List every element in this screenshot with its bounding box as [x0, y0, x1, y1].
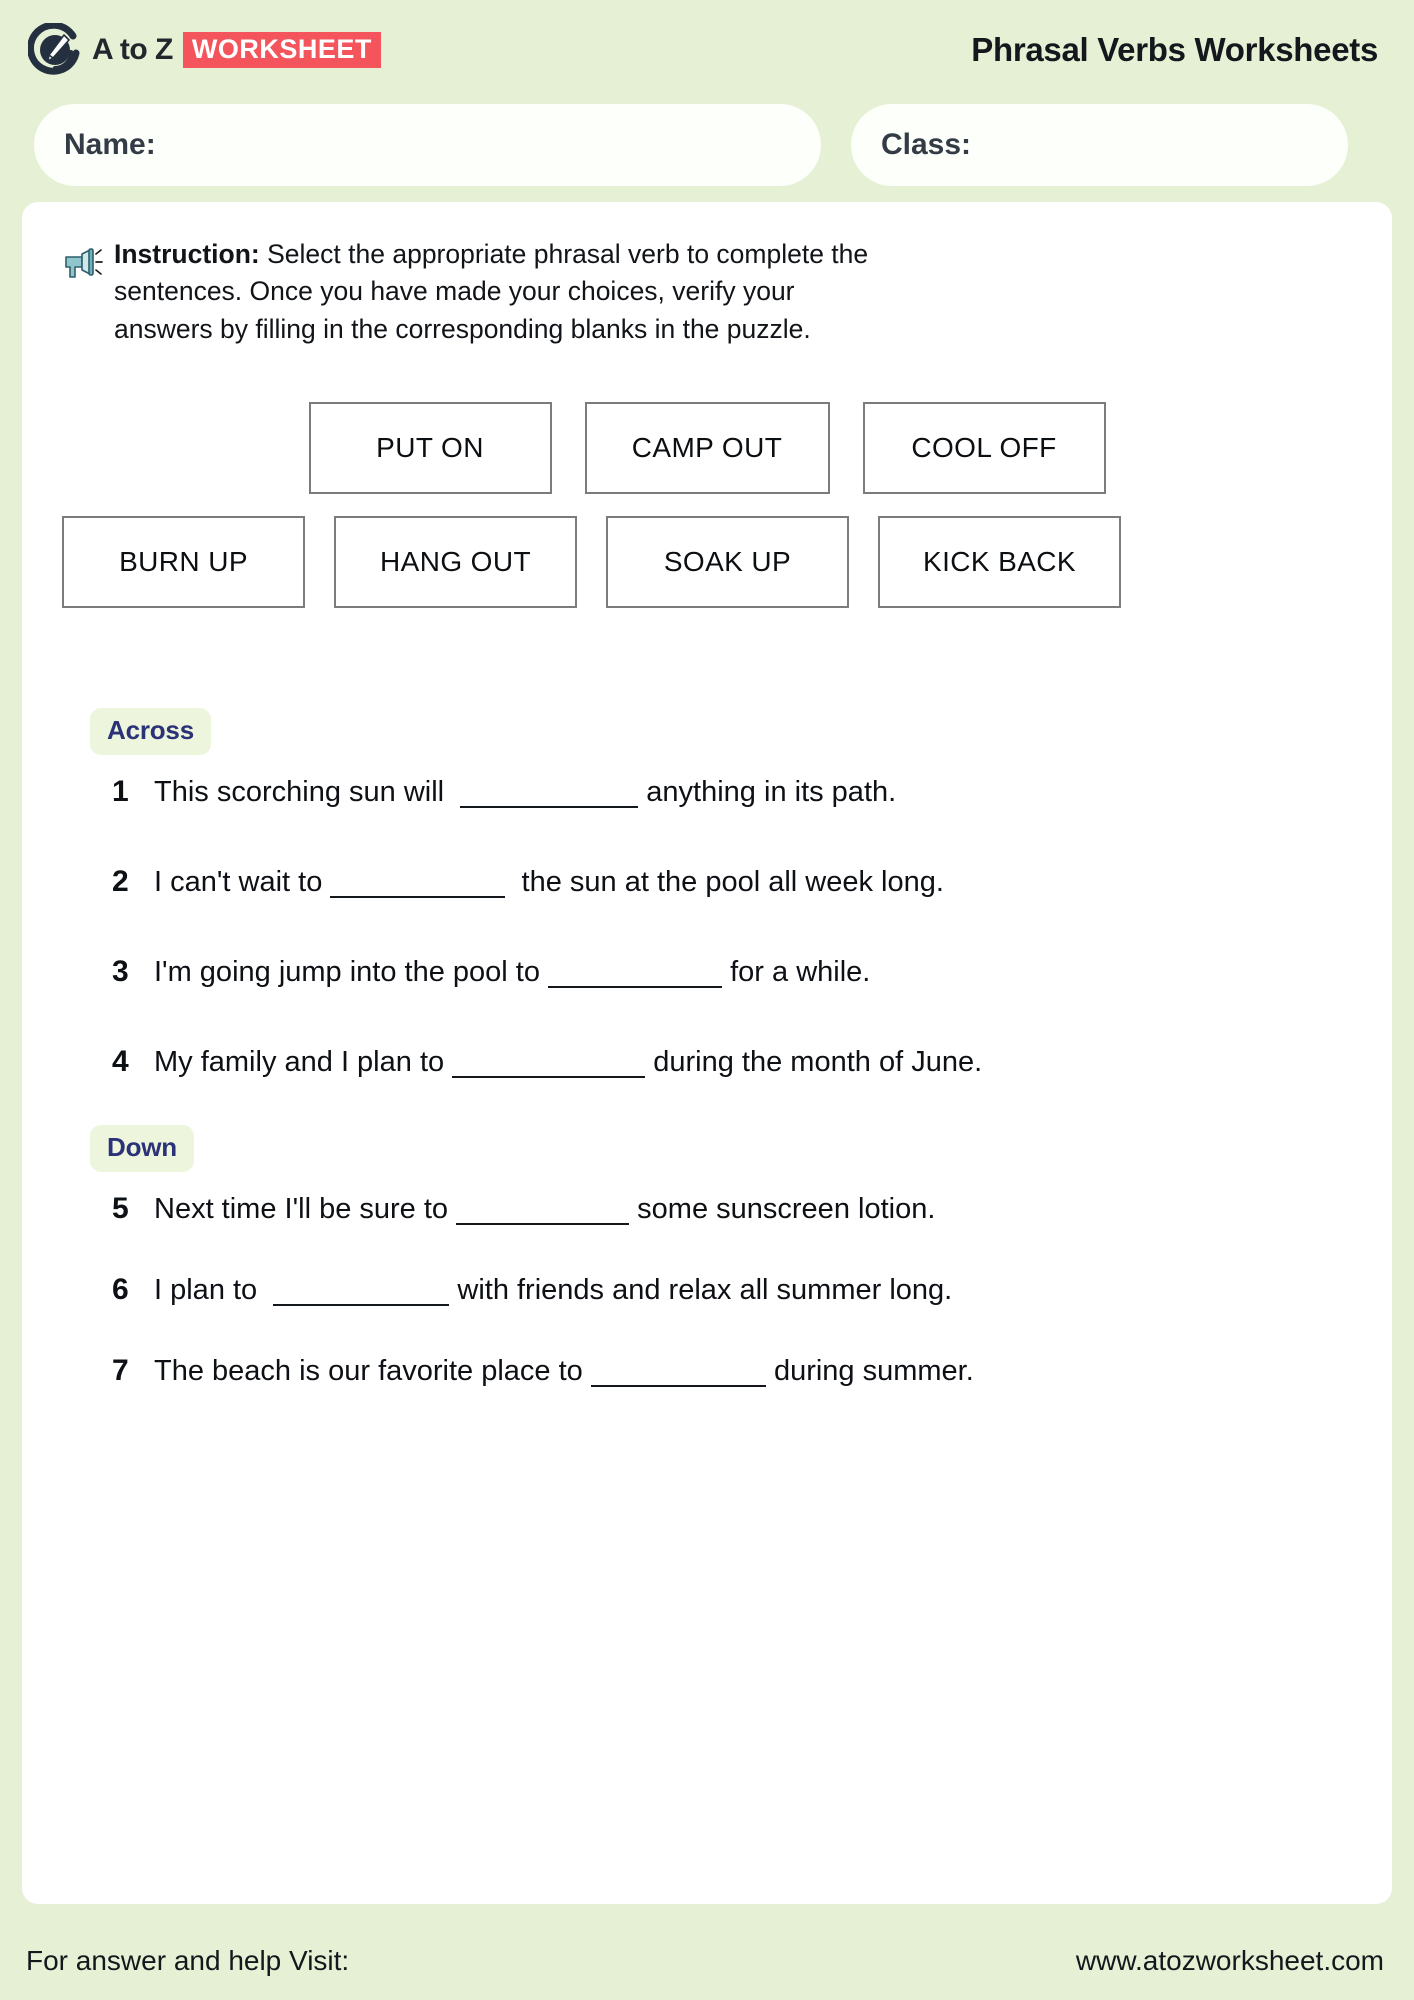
class-label: Class:	[881, 128, 972, 161]
across-section-header	[90, 708, 1352, 755]
student-info-row	[0, 104, 1414, 186]
word-box[interactable]: KICK BACK	[878, 516, 1121, 608]
answer-blank[interactable]	[591, 1352, 766, 1387]
megaphone-icon	[62, 245, 104, 281]
answer-blank[interactable]	[548, 953, 722, 988]
word-bank	[62, 402, 1352, 608]
down-section-header	[90, 1125, 1352, 1172]
page-footer	[0, 1922, 1414, 2000]
class-input-line[interactable]	[983, 134, 1318, 156]
clue-text-before: This scorching sun will	[154, 776, 445, 809]
clue-text-before: My family and I plan to	[154, 1046, 445, 1079]
page-title: Phrasal Verbs Worksheets	[971, 31, 1378, 68]
word-bank-row-2	[62, 516, 1352, 608]
clue-text	[154, 1046, 982, 1081]
across-clue-list	[62, 775, 1352, 1081]
worksheet-card	[22, 202, 1392, 1904]
clue-text	[154, 1193, 935, 1228]
footer-left-text: For answer and help Visit:	[26, 1945, 350, 1976]
clue-text-after: during summer.	[773, 1355, 974, 1388]
clue-text-after: for a while.	[730, 956, 871, 989]
clue-text-before: I'm going jump into the pool to	[154, 956, 540, 989]
answer-blank[interactable]	[456, 1190, 629, 1225]
name-input-line[interactable]	[172, 134, 791, 156]
clue-text-before: The beach is our favorite place to	[154, 1355, 583, 1388]
clue-number: 3	[112, 955, 129, 989]
clue-text	[154, 866, 944, 901]
instruction-line-3: answers by filling in the corresponding blanks in the puzzle.	[114, 313, 811, 344]
clue-item	[62, 1192, 1352, 1228]
clue-item	[62, 865, 1352, 901]
clue-text	[154, 1355, 974, 1390]
across-label: Across	[90, 708, 211, 755]
brand-badge-text: WORKSHEET	[183, 32, 381, 68]
word-box[interactable]: BURN UP	[62, 516, 305, 608]
clue-text-after: the sun at the pool all week long.	[521, 866, 944, 899]
word-box[interactable]: PUT ON	[309, 402, 552, 494]
instruction-block	[62, 236, 1352, 348]
instruction-line-1: Select the appropriate phrasal verb to complete the	[267, 239, 869, 269]
answer-blank[interactable]	[460, 773, 638, 808]
instruction-label: Instruction:	[114, 239, 260, 269]
instruction-line-2: sentences. Once you have made your choices, verify your	[114, 276, 795, 307]
clue-number: 7	[112, 1354, 129, 1388]
pen-circle-logo-icon	[28, 23, 82, 77]
name-label: Name:	[64, 128, 156, 161]
clue-text	[154, 956, 870, 991]
clue-number: 4	[112, 1045, 129, 1079]
clue-item	[62, 1045, 1352, 1081]
class-field-box[interactable]	[851, 104, 1348, 186]
answer-blank[interactable]	[273, 1271, 449, 1306]
clue-text-before: I plan to	[154, 1274, 258, 1307]
word-box[interactable]: SOAK UP	[606, 516, 849, 608]
clue-number: 6	[112, 1273, 129, 1307]
word-bank-row-1	[62, 402, 1352, 494]
clue-text-after: with friends and relax all summer long.	[457, 1274, 953, 1307]
clue-number: 1	[112, 775, 129, 809]
clue-text	[154, 1274, 952, 1309]
clue-text-before: Next time I'll be sure to	[154, 1193, 449, 1226]
word-box[interactable]: COOL OFF	[863, 402, 1106, 494]
instruction-text	[114, 236, 868, 348]
clue-text-before: I can't wait to	[154, 866, 323, 899]
clue-item	[62, 955, 1352, 991]
answer-blank[interactable]	[330, 863, 505, 898]
brand-logo	[28, 23, 381, 77]
clue-item	[62, 1273, 1352, 1309]
clue-text	[154, 776, 896, 811]
answer-blank[interactable]	[452, 1043, 645, 1078]
page-header	[0, 0, 1414, 100]
clue-text-after: during the month of June.	[653, 1046, 983, 1079]
clue-item	[62, 775, 1352, 811]
clue-item	[62, 1354, 1352, 1390]
brand-name-text: A to Z	[92, 33, 173, 66]
word-box[interactable]: CAMP OUT	[585, 402, 830, 494]
name-field-box[interactable]	[34, 104, 821, 186]
footer-website-link[interactable]: www.atozworksheet.com	[1075, 1945, 1384, 1976]
word-box[interactable]: HANG OUT	[334, 516, 577, 608]
clue-number: 5	[112, 1192, 129, 1226]
down-label: Down	[90, 1125, 194, 1172]
clue-text-after: anything in its path.	[646, 776, 897, 809]
down-clue-list	[62, 1192, 1352, 1390]
clue-text-after: some sunscreen lotion.	[637, 1193, 936, 1226]
clue-number: 2	[112, 865, 129, 899]
